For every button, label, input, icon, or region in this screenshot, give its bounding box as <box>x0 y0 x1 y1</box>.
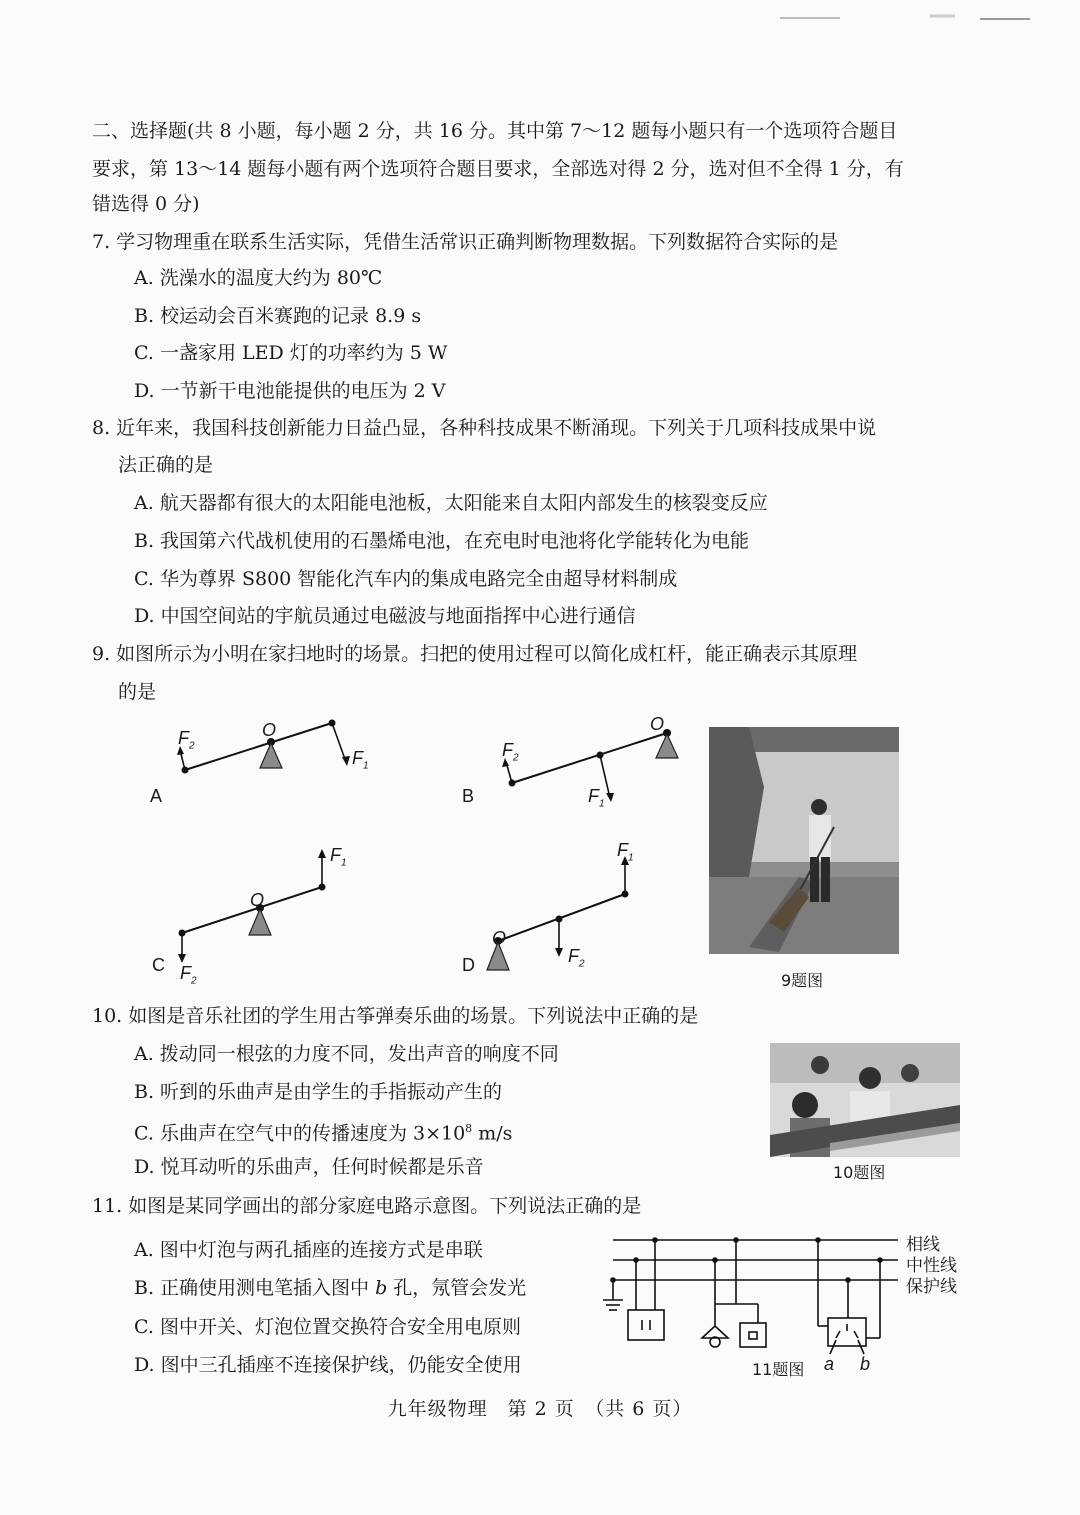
question-11-option-c: C. 图中开关、灯泡位置交换符合安全用电原则 <box>134 1316 521 1338</box>
figure-d-f2-symbol: F <box>568 946 579 966</box>
question-11-option-a: A. 图中灯泡与两孔插座的连接方式是串联 <box>134 1239 483 1261</box>
question-7-option-d: D. 一节新干电池能提供的电压为 2 V <box>134 380 446 402</box>
question-11-option-d: D. 图中三孔插座不连接保护线，仍能安全使用 <box>134 1354 522 1376</box>
figure-a-f2-symbol: F <box>178 728 189 748</box>
figure-a-f2-label <box>178 728 195 752</box>
figure-a-label: A <box>150 786 163 806</box>
section-instructions-line2: 要求，第 13～14 题每小题有两个选项符合题目要求，全部选对得 2 分，选对但不全得 1 分，有 <box>92 158 904 180</box>
figure-a-f1-symbol: F <box>352 748 363 768</box>
wire-protective-label: 保护线 <box>906 1277 957 1297</box>
question-7-option-c: C. 一盏家用 LED 灯的功率约为 5 W <box>134 342 448 364</box>
figure-10-caption: 10题图 <box>833 1163 886 1182</box>
hole-a-label: a <box>824 1354 835 1374</box>
question-9-stem-line1: 9. 如图所示为小明在家扫地时的场景。扫把的使用过程可以简化成杠杆，能正确表示其原理 <box>92 643 858 665</box>
option-c-exponent: 8 <box>465 1122 473 1135</box>
figure-b-f2-label <box>502 740 519 764</box>
figure-b-f1-label <box>588 786 605 810</box>
question-7-stem: 7. 学习物理重在联系生活实际，凭借生活常识正确判断物理数据。下列数据符合实际的是 <box>92 231 839 253</box>
figure-c-f2-symbol: F <box>180 963 191 983</box>
question-10-option-b: B. 听到的乐曲声是由学生的手指振动产生的 <box>134 1081 503 1103</box>
question-10-option-a: A. 拨动同一根弦的力度不同，发出声音的响度不同 <box>134 1043 559 1065</box>
figure-c-f1-label <box>330 845 347 869</box>
figure-d-label: D <box>462 955 475 975</box>
question-8-option-d: D. 中国空间站的宇航员通过电磁波与地面指挥中心进行通信 <box>134 605 636 627</box>
figure-d-f2-sub: 2 <box>579 958 585 970</box>
section-instructions-line1: 二、选择题(共 8 小题，每小题 2 分，共 16 分。其中第 7～12 题每小题只有一个选项符合题目 <box>92 120 898 142</box>
figure-c-f1-symbol: F <box>330 845 341 865</box>
question-8-stem-line1: 8. 近年来，我国科技创新能力日益凸显，各种科技成果不断涌现。下列关于几项科技成果中说 <box>92 417 877 439</box>
guzheng-photo <box>770 1043 960 1157</box>
figure-c-f2-sub: 2 <box>191 975 197 987</box>
figure-d-f1-label <box>617 840 634 864</box>
figure-9-caption: 9题图 <box>781 971 824 990</box>
hole-b-label: b <box>860 1354 871 1374</box>
figure-b-f1-sub: 1 <box>599 798 605 810</box>
question-7-option-a: A. 洗澡水的温度大约为 80℃ <box>134 267 383 289</box>
figure-d-pivot-label: O <box>492 928 507 948</box>
question-7-option-b: B. 校运动会百米赛跑的记录 8.9 s <box>134 305 422 327</box>
question-11-option-b <box>134 1275 526 1301</box>
figure-c-pivot-label: O <box>250 890 265 910</box>
question-8-option-c: C. 华为尊界 S800 智能化汽车内的集成电路完全由超导材料制成 <box>134 568 678 590</box>
figure-b-f2-symbol: F <box>502 740 513 760</box>
option-c-unit: m/s <box>472 1122 513 1145</box>
scan-edge-mark <box>780 10 1030 22</box>
figure-c-f1-sub: 1 <box>341 857 347 869</box>
figure-c-label: C <box>152 955 165 975</box>
figure-a-pivot-label: O <box>262 720 277 740</box>
question-8-option-a: A. 航天器都有很大的太阳能电池板，太阳能来自太阳内部发生的核裂变反应 <box>134 492 768 514</box>
figure-d-f1-symbol: F <box>617 840 628 860</box>
wire-live-label: 相线 <box>906 1235 940 1255</box>
figure-d-f1-sub: 1 <box>628 852 634 864</box>
figure-a-f2-sub: 2 <box>189 740 195 752</box>
sweeping-photo <box>709 727 899 954</box>
figure-a-f1-sub: 1 <box>363 760 369 772</box>
option-c-text: C. 乐曲声在空气中的传播速度为 3×10 <box>134 1122 466 1145</box>
option-b-text: B. 正确使用测电笔插入图中 <box>134 1277 376 1299</box>
wire-neutral-label: 中性线 <box>906 1256 957 1276</box>
figure-a-f1-label <box>352 748 369 772</box>
option-b-text-end: 孔，氖管会发光 <box>387 1277 527 1299</box>
question-11-stem: 11. 如图是某同学画出的部分家庭电路示意图。下列说法正确的是 <box>92 1195 642 1217</box>
question-8-stem-line2: 法正确的是 <box>118 454 214 476</box>
question-10-stem: 10. 如图是音乐社团的学生用古筝弹奏乐曲的场景。下列说法中正确的是 <box>92 1005 699 1027</box>
figure-b-pivot-label: O <box>650 714 665 734</box>
household-circuit-diagram <box>598 1228 903 1378</box>
question-10-option-d: D. 悦耳动听的乐曲声，任何时候都是乐音 <box>134 1156 484 1178</box>
figure-11-caption: 11题图 <box>752 1360 805 1379</box>
figure-b-label: B <box>462 786 475 806</box>
question-10-option-c <box>134 1116 512 1146</box>
figure-b-f2-sub: 2 <box>513 752 519 764</box>
figure-d-f2-label <box>568 946 585 970</box>
section-instructions-line3: 错选得 0 分) <box>92 193 200 215</box>
page-footer: 九年级物理 第 2 页 （共 6 页） <box>387 1398 693 1420</box>
figure-b-f1-symbol: F <box>588 786 599 806</box>
option-b-hole-variable: b <box>375 1277 388 1299</box>
question-9-stem-line2: 的是 <box>118 681 157 703</box>
question-8-option-b: B. 我国第六代战机使用的石墨烯电池，在充电时电池将化学能转化为电能 <box>134 530 750 552</box>
figure-c-f2-label <box>180 963 197 987</box>
